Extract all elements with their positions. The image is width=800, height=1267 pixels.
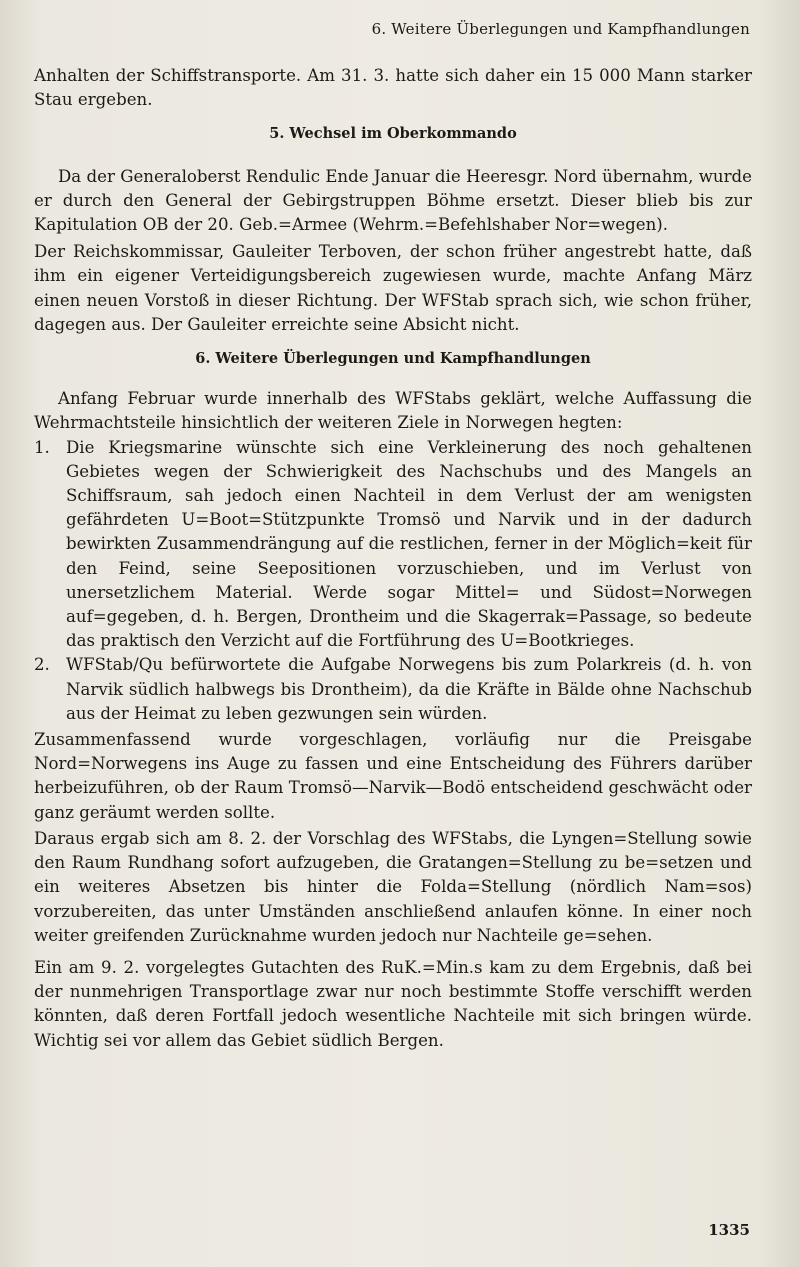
paragraph: Da der Generaloberst Rendulic Ende Januar die Heeresgr. Nord übernahm, wurde er durch den General der Gebirgstruppen Böhme ersetzt. Dieser blieb bis zur Kapitulation OB der 20. Geb.=Armee (Wehrm.=Befehlshaber Nor=wegen).: [34, 166, 752, 235]
list-item: [34, 436, 752, 654]
paragraph: Zusammenfassend wurde vorgeschlagen, vorläufig nur die Preisgabe Nord=Norwegens ins Auge zu fassen und eine Entscheidung des Führers darüber herbeizuführen, ob der Raum Tromsö—Narvik—Bodö entscheidend geschwächt oder ganz geräumt werden sollte.: [34, 730, 752, 822]
list-item-text: Die Kriegsmarine wünschte sich eine Verkleinerung des noch gehaltenen Gebietes wegen der Schwierigkeit des Nachschubs und des Mangels an Schiffsraum, sah jedoch einen Nachteil in dem Verlust der am wenigsten gefährdeten U=Boot=Stützpunkte Tromsö und Narvik und in der dadurch bewirkten Zusammendrängung auf die restlichen, ferner in der Möglich=keit für den Feind, seine Seepositionen vorzuschieben, und im Verlust von unersetzlichem Material. Werde sogar Mittel= und Südost=Norwegen auf=gegeben, d. h. Bergen, Drontheim und die Skagerrak=Passage, so bedeute das praktisch den Verzicht auf die Fortführung des U=Bootkrieges.: [66, 437, 752, 651]
body-text: [34, 64, 752, 1053]
running-head: 6. Weitere Überlegungen und Kampfhandlungen: [371, 20, 750, 38]
paragraph: Der Reichskommissar, Gauleiter Terboven, der schon früher angestrebt hatte, daß ihm ein eigener Verteidigungsbereich zugewiesen wurde, machte Anfang März einen neuen Vorstoß in dieser Richtung. Der WFStab sprach sich, wie schon früher, dagegen aus. Der Gauleiter erreichte seine Absicht nicht.: [34, 242, 752, 334]
list-item-number: 2.: [34, 655, 50, 675]
paragraph-continued: Anhalten der Schiffstransporte. Am 31. 3. hatte sich daher ein 15 000 Mann starker Stau ergeben.: [34, 66, 752, 110]
numbered-list: [34, 436, 752, 726]
section-heading-6: 6. Weitere Überlegungen und Kampfhandlungen: [195, 350, 591, 368]
paragraph: Ein am 9. 2. vorgelegtes Gutachten des RuK.=Min.s kam zu dem Ergebnis, daß bei der nunmehrigen Transportlage zwar nur noch bestimmte Stoffe verschifft werden könnten, daß deren Fortfall jedoch wesentliche Nachteile mit sich bringen würde. Wichtig sei vor allem das Gebiet südlich Bergen.: [34, 957, 752, 1050]
list-item-text: WFStab/Qu befürwortete die Aufgabe Norwegens bis zum Polarkreis (d. h. von Narvik südlich halbwegs bis Drontheim), da die Kräfte in Bälde ohne Nachschub aus der Heimat zu leben gezwungen sein würden.: [66, 655, 752, 723]
list-item-number: 1.: [34, 437, 50, 457]
paragraph: Anfang Februar wurde innerhalb des WFStabs geklärt, welche Auffassung die Wehrmachtsteile hinsichtlich der weiteren Ziele in Norwegen hegten:: [34, 389, 752, 433]
page-number: 1335: [708, 1221, 750, 1239]
list-item: [34, 653, 752, 726]
paragraph: Daraus ergab sich am 8. 2. der Vorschlag des WFStabs, die Lyngen=Stellung sowie den Raum Rundhang sofort aufzugeben, die Gratangen=Stellung zu be=setzen und ein weiteres Absetzen bis hinter die Folda=Stellung (nördlich Nam=sos) vorzubereiten, das unter Umständen anschließend anlaufen könne. In einer noch weiter greifenden Zurücknahme wurden jedoch nur Nachteile ge=sehen.: [34, 828, 752, 945]
section-heading-5: 5. Wechsel im Oberkommando: [269, 125, 517, 143]
